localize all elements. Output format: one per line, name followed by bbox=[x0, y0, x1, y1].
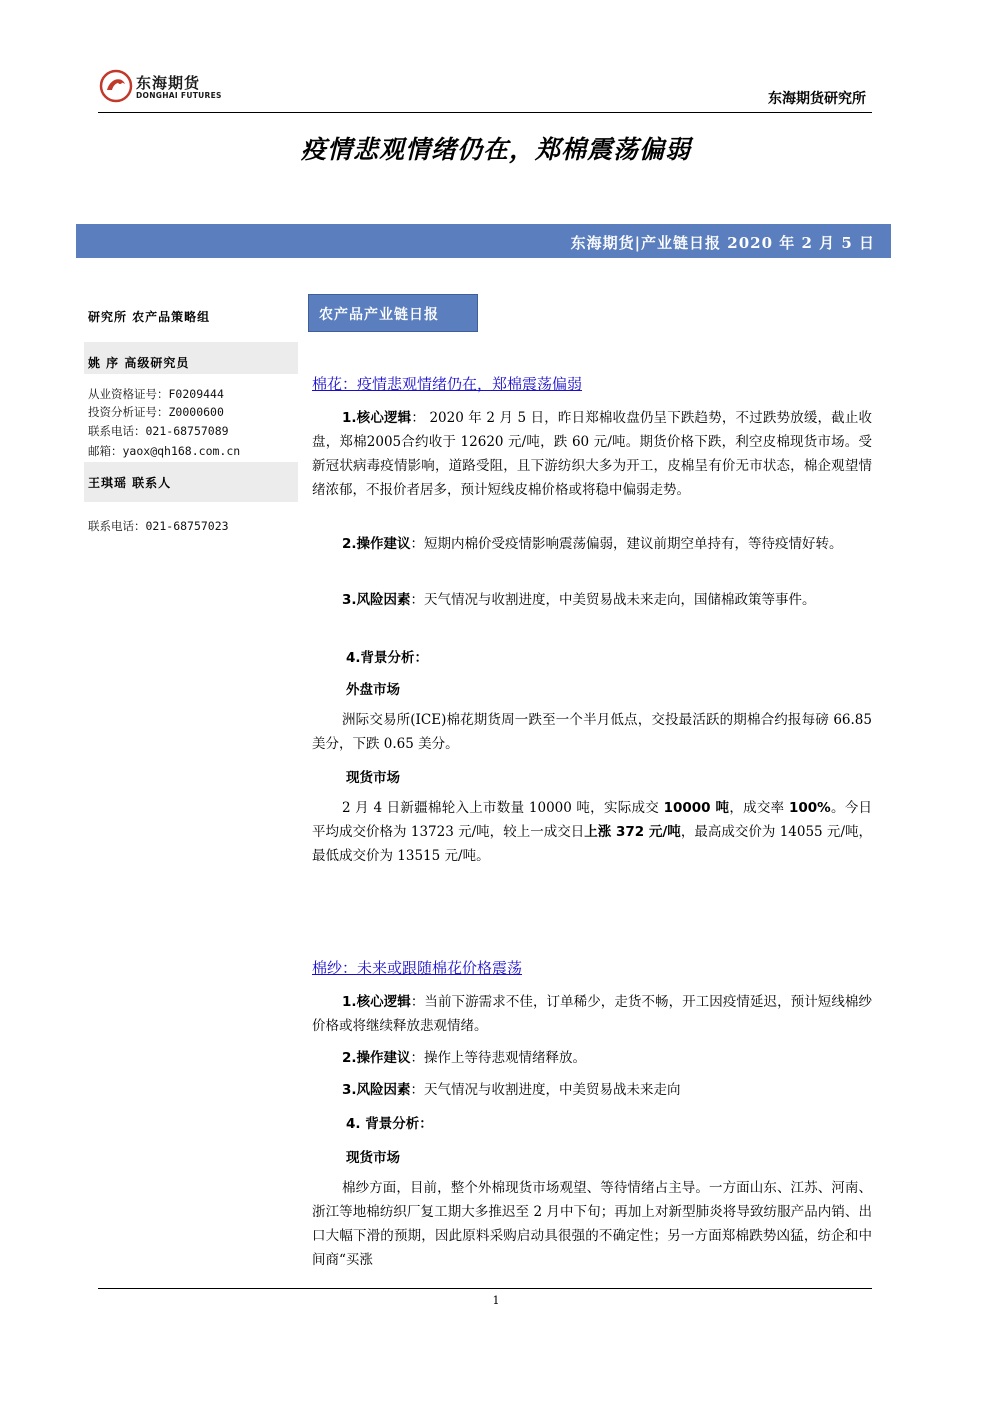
cotton-core-logic bbox=[312, 406, 872, 502]
cotton-background-label: 4.背景分析： bbox=[346, 650, 429, 666]
logo-en-text: DONGHAI FUTURES bbox=[136, 91, 222, 100]
cotton-overseas-text: 洲际交易所(ICE)棉花期货周一跌至一个半月低点，交投最活跃的期棉合约报每磅 66.85 美分，下跌 0.65 美分。 bbox=[312, 712, 872, 752]
yarn-risk bbox=[312, 1078, 872, 1102]
label: 3.风险因素 bbox=[342, 1082, 411, 1098]
analyst1-box bbox=[84, 342, 298, 374]
text: ：天气情况与收割进度，中美贸易战未来走向，国储棉政策等事件。 bbox=[410, 592, 816, 608]
cotton-spot-heading: 现货市场 bbox=[346, 770, 400, 786]
logo-cn-text: 东海期货 bbox=[136, 74, 201, 92]
analyst1-cert: 从业资格证号：F0209444 bbox=[88, 387, 224, 401]
section-tag bbox=[308, 294, 478, 332]
text: ： 2020 年 2 月 5 日，昨日郑棉收盘仍呈下跌趋势，不过跌势放缓，截止收盘，郑棉2005合约收于 12620 元/吨，跌 60 元/吨。期货价格下跌，利空皮棉现货市场。受新冠状病毒疫情影响，道路受阻，且下游纺织大多为开工，皮棉呈有价无市状态，棉企观望情绪浓郁，不报价者居多，预计短线皮棉价格或将稳中偏弱走势。 bbox=[312, 410, 872, 498]
t: ，最高成交价为 14055 元/吨，最低成交价为 13515 元/吨。 bbox=[312, 824, 873, 864]
sidebar-dept: 研究所 农产品策略组 bbox=[88, 310, 211, 324]
t: ，成交率 bbox=[729, 800, 789, 816]
yarn-spot-text: 棉纱方面，目前，整个外棉现货市场观望、等待情绪占主导。一方面山东、江苏、河南、浙江等地棉纺织厂复工期大多推迟至 2 月中下旬；再加上对新型肺炎将导致纺服产品内销、出口大幅下滑的预期，因此原料采购启动具很强的不确定性；另一方面郑棉跌势凶猛，纺企和中间商“买涨 bbox=[312, 1180, 872, 1268]
t: 。今日平均成交价格为 13723 元/吨，较上一成交日 bbox=[312, 800, 873, 840]
label: 1.核心逻辑 bbox=[342, 410, 412, 426]
b: 100% bbox=[788, 800, 831, 816]
b: 上涨 372 元/吨 bbox=[584, 824, 681, 840]
cotton-overseas-heading: 外盘市场 bbox=[346, 682, 400, 698]
label: 2.操作建议 bbox=[342, 536, 411, 552]
header-divider bbox=[98, 112, 872, 113]
text: ：当前下游需求不佳，订单稀少，走货不畅，开工因疫情延迟，预计短线棉纱价格或将继续释放悲观情绪。 bbox=[312, 994, 873, 1034]
yarn-core-logic bbox=[312, 990, 872, 1038]
company-logo bbox=[98, 68, 238, 108]
b: 10000 吨 bbox=[663, 800, 730, 816]
footer-divider bbox=[98, 1288, 872, 1289]
section-tag-text: 农产品产业链日报 bbox=[319, 307, 439, 323]
cotton-risk bbox=[312, 588, 872, 612]
analyst2-name: 王琪瑶 联系人 bbox=[88, 476, 172, 490]
institute-name: 东海期货研究所 bbox=[768, 91, 866, 107]
page-number: 1 bbox=[492, 1294, 500, 1307]
dragon-logo-icon bbox=[98, 68, 134, 104]
report-banner bbox=[76, 224, 891, 258]
analyst2-phone: 联系电话：021-68757023 bbox=[88, 519, 229, 533]
cotton-spot-text bbox=[312, 796, 872, 868]
text: ：天气情况与收割进度，中美贸易战未来走向 bbox=[410, 1082, 681, 1098]
yarn-background-label: 4. 背景分析： bbox=[346, 1116, 433, 1132]
analyst1-phone: 联系电话：021-68757089 bbox=[88, 424, 229, 438]
cotton-suggestion bbox=[312, 532, 872, 556]
t: 2 月 4 日新疆棉轮入上市数量 10000 吨，实际成交 bbox=[342, 800, 664, 816]
analyst1-name: 姚 序 高级研究员 bbox=[88, 356, 190, 370]
banner-text: 东海期货|产业链日报 2020 年 2 月 5 日 bbox=[570, 234, 875, 252]
yarn-spot-heading: 现货市场 bbox=[346, 1150, 400, 1166]
label: 3.风险因素 bbox=[342, 592, 411, 608]
label: 2.操作建议 bbox=[342, 1050, 411, 1066]
cotton-heading[interactable]: 棉花：疫情悲观情绪仍在，郑棉震荡偏弱 bbox=[312, 375, 583, 393]
analyst1-email[interactable]: 邮箱：yaox@qh168.com.cn bbox=[88, 444, 241, 458]
text: ：操作上等待悲观情绪释放。 bbox=[410, 1050, 587, 1066]
yarn-suggestion bbox=[312, 1046, 872, 1070]
analyst2-box bbox=[84, 462, 298, 502]
text: ：短期内棉价受疫情影响震荡偏弱，建议前期空单持有，等待疫情好转。 bbox=[410, 536, 843, 552]
label: 1.核心逻辑 bbox=[342, 994, 411, 1010]
analyst1-invest-cert: 投资分析证号：Z0000600 bbox=[88, 405, 224, 419]
report-title: 疫情悲观情绪仍在，郑棉震荡偏弱 bbox=[300, 135, 691, 164]
yarn-heading[interactable]: 棉纱：未来或跟随棉花价格震荡 bbox=[312, 959, 523, 977]
